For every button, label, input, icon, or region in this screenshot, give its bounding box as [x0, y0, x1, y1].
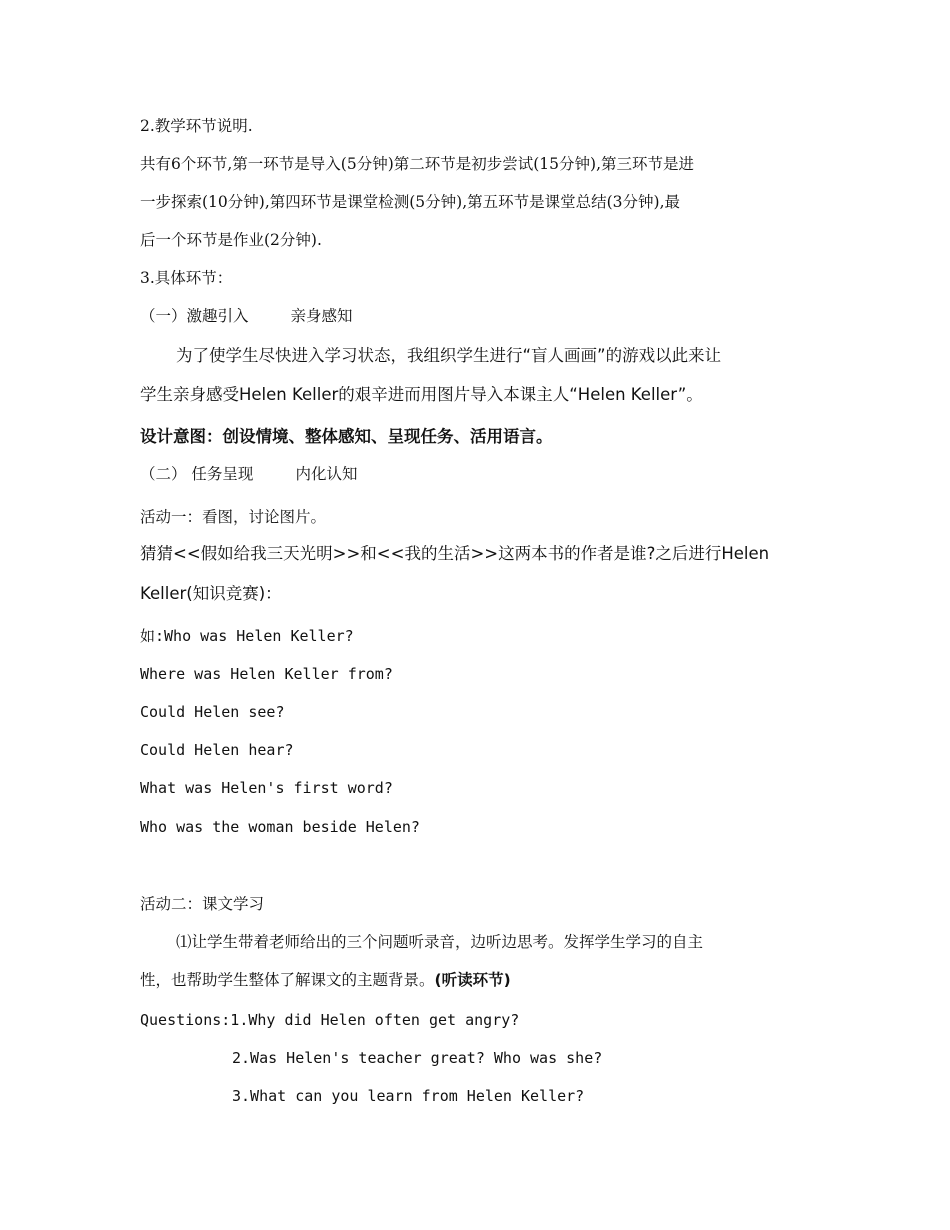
listening-section-tag: (听读环节): [434, 971, 511, 989]
part-2-title-a: （二） 任务呈现: [140, 465, 254, 483]
quiz-question: What was Helen's first word?: [140, 779, 393, 797]
quiz-question: Could Helen hear?: [140, 741, 294, 759]
section-2-body-line-2: 一步探索(10分钟),第四环节是课堂检测(5分钟),第五环节是课堂总结(3分钟),最: [140, 193, 681, 211]
activity-2-line-2: [140, 970, 511, 990]
section-2-body-line-1: 共有6个环节,第一环节是导入(5分钟)第二环节是初步尝试(15分钟),第三环节是进: [140, 155, 694, 173]
design-intent: 设计意图：创设情境、整体感知、呈现任务、活用语言。: [140, 427, 553, 446]
part-1-paragraph-line-1: 为了使学生尽快进入学习状态，我组织学生进行“盲人画画”的游戏以此来让: [176, 346, 722, 365]
part-2-title: [140, 464, 357, 484]
quiz-question: Who was the woman beside Helen?: [140, 818, 420, 836]
part-2-title-b: 内化认知: [295, 465, 358, 483]
activity-2-heading: 活动二：课文学习: [140, 895, 265, 913]
activity-2-line-2-text: 性，也帮助学生整体了解课文的主题背景。: [140, 971, 435, 989]
section-2-body-line-3: 后一个环节是作业(2分钟).: [140, 231, 322, 249]
part-1-paragraph-line-2: 学生亲身感受Helen Keller的艰辛进而用图片导入本课主人“Helen Keller”。: [140, 385, 703, 404]
listening-question: 2.Was Helen's teacher great? Who was she?: [232, 1049, 603, 1067]
part-1-title-b: 亲身感知: [290, 307, 353, 325]
activity-1-heading: 活动一：看图，讨论图片。: [140, 508, 327, 526]
listening-question: Questions:1.Why did Helen often get angry?: [140, 1011, 520, 1029]
activity-2-line-1: ⑴让学生带着老师给出的三个问题听录音，边听边思考。发挥学生学习的自主: [176, 933, 704, 951]
quiz-question: Where was Helen Keller from?: [140, 665, 393, 683]
part-1-title: [140, 306, 353, 326]
listening-question: 3.What can you learn from Helen Keller?: [232, 1087, 585, 1105]
part-1-title-a: （一）激趣引入: [140, 307, 249, 325]
quiz-question: 如:Who was Helen Keller?: [140, 627, 354, 645]
section-3-heading: 3.具体环节：: [140, 269, 233, 287]
section-2-heading: 2.教学环节说明.: [140, 117, 253, 135]
activity-1-line-2: Keller(知识竞赛)：: [140, 584, 282, 603]
quiz-question: Could Helen see?: [140, 703, 285, 721]
activity-1-line-1: 猜猜<<假如给我三天光明>>和<<我的生活>>这两本书的作者是谁?之后进行Helen: [140, 544, 770, 563]
